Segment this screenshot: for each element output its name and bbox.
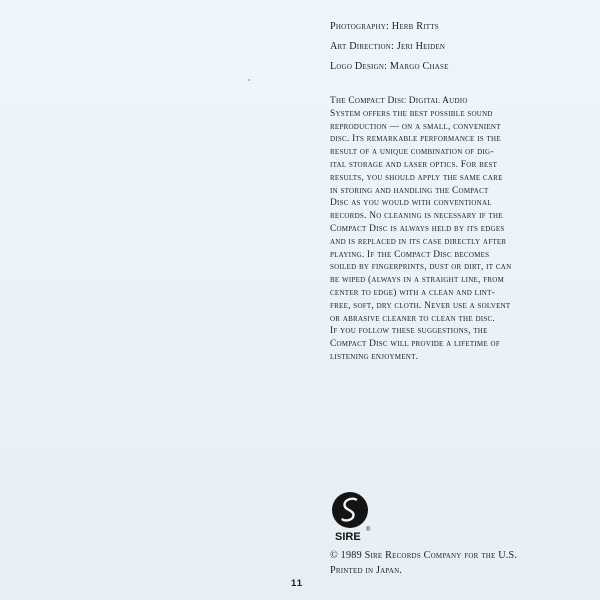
logo-wordmark: SIRE — [335, 531, 361, 543]
notice-line: center to edge) with a clean and lint- — [330, 287, 495, 298]
paper-speck — [248, 79, 250, 81]
notice-line: disc. Its remarkable performance is the — [330, 134, 501, 145]
credit-logo-design: Logo Design: Margo Chase — [330, 61, 449, 72]
notice-line: If you follow these suggestions, the — [330, 326, 488, 337]
printed-in-line: Printed in Japan. — [330, 564, 403, 576]
page-number: 11 — [291, 578, 304, 589]
notice-line: playing. If the Compact Disc becomes — [330, 249, 490, 260]
notice-line: soiled by fingerprints, dust or dirt, it can — [330, 262, 512, 273]
notice-line: System offers the best possible sound — [330, 108, 493, 119]
notice-line: free, soft, dry cloth. Never use a solvent — [330, 300, 511, 311]
credits-block — [330, 17, 580, 77]
registered-mark: ® — [366, 527, 371, 533]
copyright-block — [330, 549, 580, 578]
compact-disc-care-notice — [330, 95, 578, 364]
notice-line: ital storage and laser optics. For best — [330, 159, 498, 170]
notice-line: Disc as you would with conventional — [330, 198, 492, 209]
notice-line: result of a unique combination of dig- — [330, 147, 494, 158]
notice-line: listening enjoyment. — [330, 351, 419, 362]
notice-line: Compact Disc is always held by its edges — [330, 223, 505, 234]
notice-line: in storing and handling the Compact — [330, 185, 489, 196]
notice-line: records. No cleaning is necessary if the — [330, 211, 503, 222]
credit-photography: Photography: Herb Ritts — [330, 21, 439, 32]
notice-line: reproduction — on a small, convenient — [330, 121, 501, 132]
notice-line: and is replaced in its case directly after — [330, 236, 507, 247]
notice-line: Compact Disc will provide a lifetime of — [330, 339, 500, 350]
copyright-line: © 1989 Sire Records Company for the U.S. — [330, 550, 518, 561]
notice-line: results, you should apply the same care — [330, 172, 503, 183]
notice-line: The Compact Disc Digital Audio — [330, 96, 468, 106]
sire-records-logo-icon — [331, 491, 371, 543]
notice-line: or abrasive cleaner to clean the disc. — [330, 313, 496, 324]
notice-line: be wiped (always in a straight line, from — [330, 275, 505, 286]
credit-art-direction: Art Direction: Jeri Heiden — [330, 41, 446, 52]
